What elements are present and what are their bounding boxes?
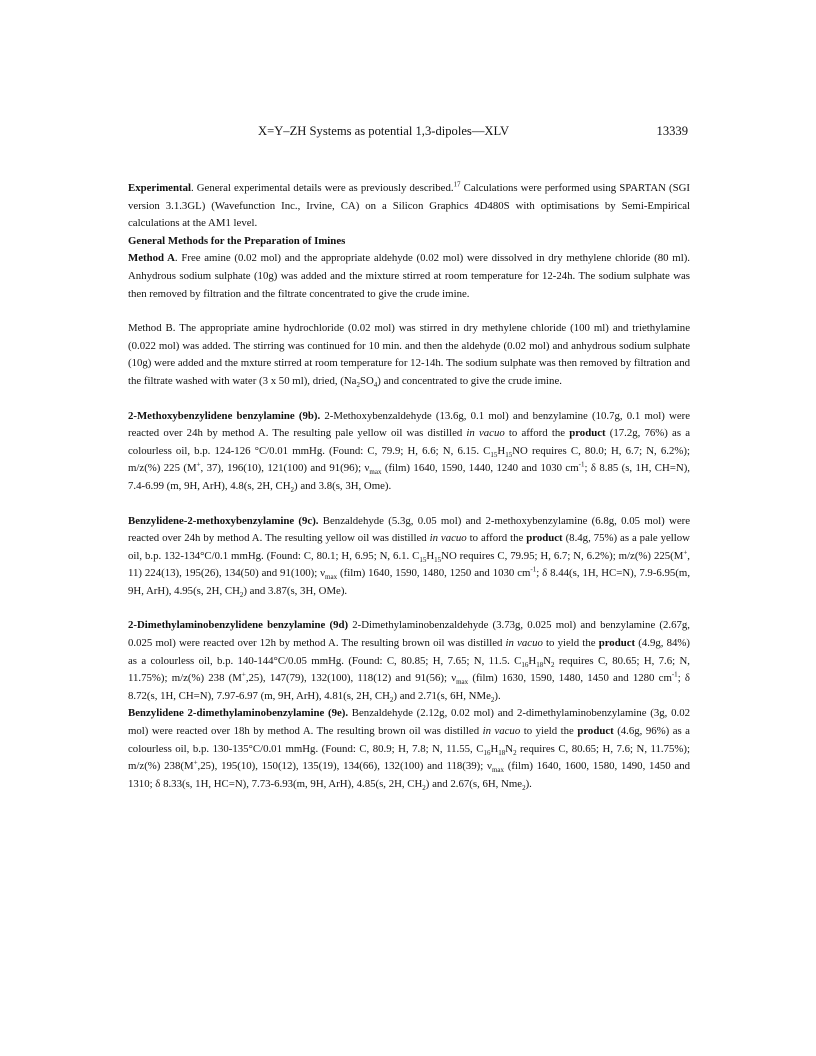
- article-body: [128, 180, 690, 793]
- compound-9e-paragraph: Benzylidene 2-dimethylaminobenzylamine (9e). Benzaldehyde (2.12g, 0.02 mol) and 2-dimethylaminobenzylamine (3g, 0.02 mol) were reacted over 18h by method A. The resulting brown oil was distilled in vacuo to yield the product (4.6g, 96%) as a colourless oil, b.p. 130-135°C/0.01 mmHg. (Found: C, 80.9; H, 7.8; N, 11.55, $C_{16}H_{18}N_2$ requires C, 80.65; H, 7.6; N, 11.75%); m/z(%) 238(M+,25), 195(10), 150(12), 135(19), 134(66), 132(100) and 118(39); $\nu_{max}$ (film) 1640, 1600, 1580, 1490, 1450 and 1310; δ 8.33(s, 1H, HC=N), 7.73-6.93(m, 9H, ArH), 4.85(s, 2H, $CH_2$) and 2.67(s, 6H, Nme$_2$).: [128, 707, 691, 792]
- compound-9b-paragraph: 2-Methoxybenzylidene benzylamine (9b). 2-Methoxybenzaldehyde (13.6g, 0.1 mol) and benzylamine (10.7g, 0.1 mol) were reacted over 24h by method A. The resulting pale yellow oil was distilled in vacuo to afford the product (17.2g, 76%) as a colourless oil, b.p. 124-126 °C/0.01 mmHg. (Found: C, 79.9; H, 6.6; N, 6.15. $C_{15}H_{15}NO$ requires C, 80.0; H, 6.7; N, 6.2%); m/z(%) 225 (M+, 37), 196(10), 121(100) and 91(96); $\nu_{max}$ (film) 1640, 1590, 1440, 1240 and 1030 $cm^{-1}$; δ 8.85 (s, 1H, CH=N), 7.4-6.99 (m, 9H, ArH), 4.8(s, 2H, $CH_2$) and 3.8(s, 3H, Ome).: [128, 409, 690, 495]
- paragraph-gap: [128, 391, 690, 408]
- method-b-paragraph: Method B. The appropriate amine hydrochloride (0.02 mol) was stirred in dry methylene chloride (100 ml) and triethylamine (0.022 mol) was added. The stirring was continued for 10 min. and then the aldehyde (0.02 mol) and anhydrous sodium sulphate (10g) were added and the mxture stirred at room temperature for 12-14h. The sodium sulphate was then removed by filtration and the filtrate washed with water (3 x 50 ml), dried, $(Na_2SO_4)$ and concentrated to give the crude imine.: [128, 322, 690, 390]
- compound-9d-title: 2-Dimethylaminobenzylidene benzylamine (9d): [128, 619, 349, 632]
- paragraph-gap: [128, 303, 690, 320]
- reference-marker: 17: [453, 180, 461, 189]
- compound-9b-title: 2-Methoxybenzylidene benzylamine (9b).: [128, 409, 321, 422]
- paragraph-gap: [128, 600, 690, 617]
- page-number: 13339: [656, 124, 688, 138]
- compound-9e-title: Benzylidene 2-dimethylaminobenzylamine (9e).: [128, 707, 349, 720]
- experimental-paragraph: Experimental. General experimental details were as previously described.$^{17}$ Calculations were performed using SPARTAN (SGI version 3.1.3GL) (Wavefunction Inc., Irvine, CA) on a Silicon Graphics 4D480S with optimisations by Semi-Empirical calculations at the AM1 level.: [128, 180, 690, 230]
- compound-9c-title: Benzylidene-2-methoxybenzylamine (9c).: [128, 514, 319, 527]
- method-a-paragraph: Method A. Free amine (0.02 mol) and the appropriate aldehyde (0.02 mol) were dissolved in dry methylene chloride (80 ml). Anhydrous sodium sulphate (10g) was added and the mixture stirred at room temperature for 12-24h. The sodium sulphate was then removed by filtration and the filtrate concentrated to give the crude imine.: [128, 252, 690, 300]
- compound-9d-paragraph: 2-Dimethylaminobenzylidene benzylamine (9d) 2-Dimethylaminobenzaldehyde (3.73g, 0.025 mol) and benzylamine (2.67g, 0.025 mol) were reacted over 12h by method A. The resulting brown oil was distilled in vacuo to yield the product (4.9g, 84%) as a colourless oil, b.p. 140-144°C/0.05 mmHg. (Found: C, 80.85; H, 7.65; N, 11.5. $C_{16}H_{18}N_2$ requires C, 80.65; H, 7.6; N, 11.75%); m/z(%) 238 (M+,25), 147(79), 132(100), 118(12) and 91(56); $\nu_{max}$ (film) 1630, 1590, 1480, 1450 and 1280 $cm^{-1}$; δ 8.72(s, 1H, CH=N), 7.97-6.97 (m, 9H, ArH), 4.81(s, 2H, $CH_2$) and 2.71(s, 6H, NMe$_2$).: [128, 619, 690, 704]
- compound-9c-paragraph: Benzylidene-2-methoxybenzylamine (9c). Benzaldehyde (5.3g, 0.05 mol) and 2-methoxybenzylamine (6.8g, 0.05 mol) were reacted over 24h by method A. The resulting yellow oil was distilled in vacuo to afford the product (8.4g, 75%) as a pale yellow oil, b.p. 132-134°C/0.1 mmHg. (Found: C, 80.1; H, 6.95; N, 6.1. $C_{15}H_{15}NO$ requires C, 79.95; H, 6.7; N, 6.2%); m/z(%) 225(M+, 11) 224(13), 195(26), 134(50) and 91(100); $\nu_{max}$ (film) 1640, 1590, 1480, 1250 and 1030 $cm^{-1}$; δ 8.44(s, 1H, HC=N), 7.9-6.95(m, 9H, ArH), 4.95(s, 2H, $CH_2$) and 3.87(s, 3H, OMe).: [128, 514, 691, 600]
- general-methods-heading: General Methods for the Preparation of Imines: [128, 234, 346, 247]
- method-b-label: Method B: [128, 322, 173, 335]
- method-a-label: Method A: [128, 252, 175, 265]
- experimental-heading: Experimental: [128, 182, 191, 194]
- running-title: X=Y–ZH Systems as potential 1,3-dipoles—XLV: [258, 124, 510, 138]
- page-header: [128, 124, 688, 142]
- paragraph-gap: [128, 496, 690, 513]
